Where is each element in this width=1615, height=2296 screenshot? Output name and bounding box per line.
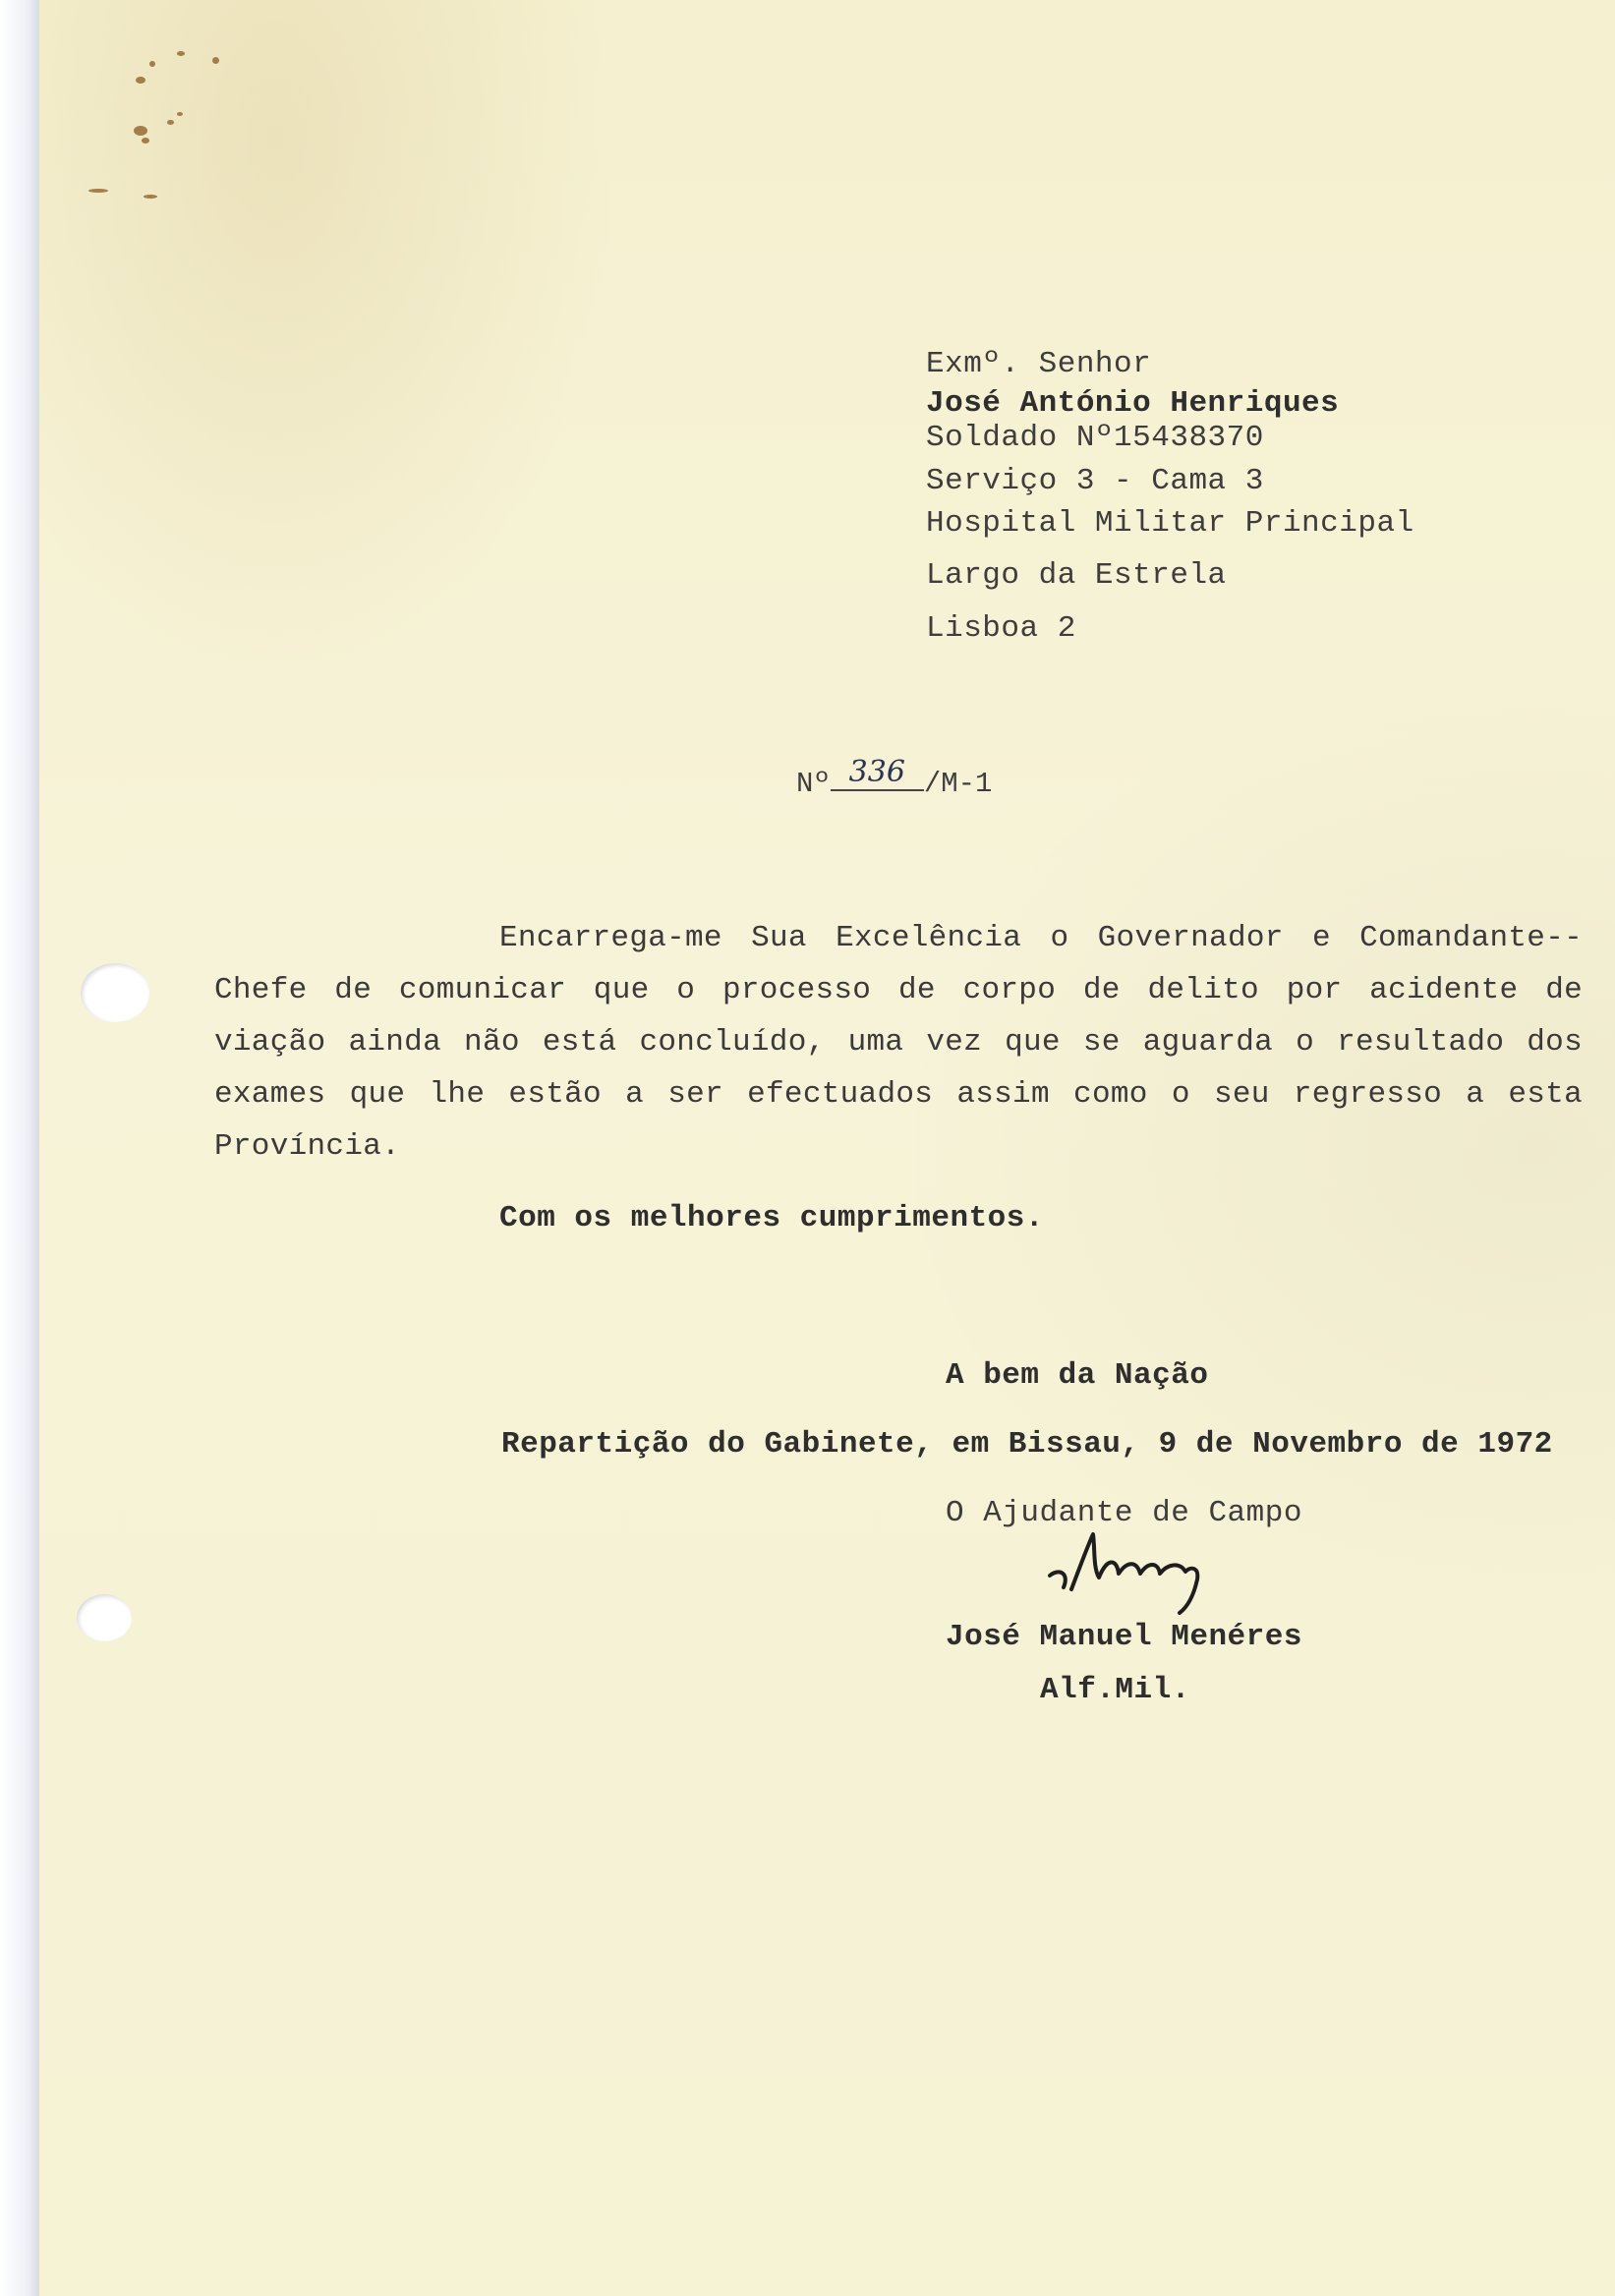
recipient-city: Lisboa 2 (926, 611, 1076, 646)
recipient-rank-number: Soldado Nº15438370 (926, 421, 1264, 455)
stain-mark (88, 189, 108, 193)
signatory-title: O Ajudante de Campo (946, 1496, 1302, 1530)
stain-mark (136, 77, 145, 84)
recipient-institution: Hospital Militar Principal (926, 506, 1414, 541)
punch-hole (77, 1594, 132, 1641)
stain-mark (134, 126, 147, 136)
signatory-rank: Alf.Mil. (1040, 1673, 1190, 1707)
recipient-name: José António Henriques (926, 386, 1340, 421)
body-paragraph (214, 912, 1583, 1173)
recipient-ward: Serviço 3 - Cama 3 (926, 464, 1264, 498)
recipient-street: Largo da Estrela (926, 558, 1227, 593)
stain-mark (167, 120, 174, 125)
reference-prefix: Nº (796, 768, 831, 800)
signatory-name: José Manuel Menéres (946, 1620, 1302, 1654)
stain-mark (144, 195, 157, 199)
reference-number (796, 755, 993, 801)
stain-mark (177, 51, 185, 56)
stain-mark (142, 138, 149, 144)
recipient-salutation: Exmº. Senhor (926, 347, 1152, 381)
letter-page (39, 0, 1615, 2296)
punch-hole (81, 963, 149, 1022)
scan-edge (0, 0, 39, 2296)
reference-handwritten-number: 336 (831, 755, 924, 791)
stain-mark (212, 57, 219, 64)
place-date: Repartição do Gabinete, em Bissau, 9 de Novembro de 1972 (501, 1427, 1553, 1462)
stain-mark (177, 112, 183, 116)
motto: A bem da Nação (946, 1358, 1209, 1393)
closing-line: Com os melhores cumprimentos. (499, 1201, 1044, 1235)
reference-suffix: /M-1 (923, 768, 993, 800)
stain-mark (149, 61, 155, 67)
handwritten-signature (1042, 1528, 1298, 1617)
body-text: Encarrega-me Sua Excelência o Governador e Comandante--Chefe de comunicar que o processo de corpo de delito por acidente de viação ainda não está concluído, uma vez que se aguarda o resultado dos exames que lhe estão a ser efectuados assim como o seu regresso a esta Província. (214, 921, 1583, 1164)
